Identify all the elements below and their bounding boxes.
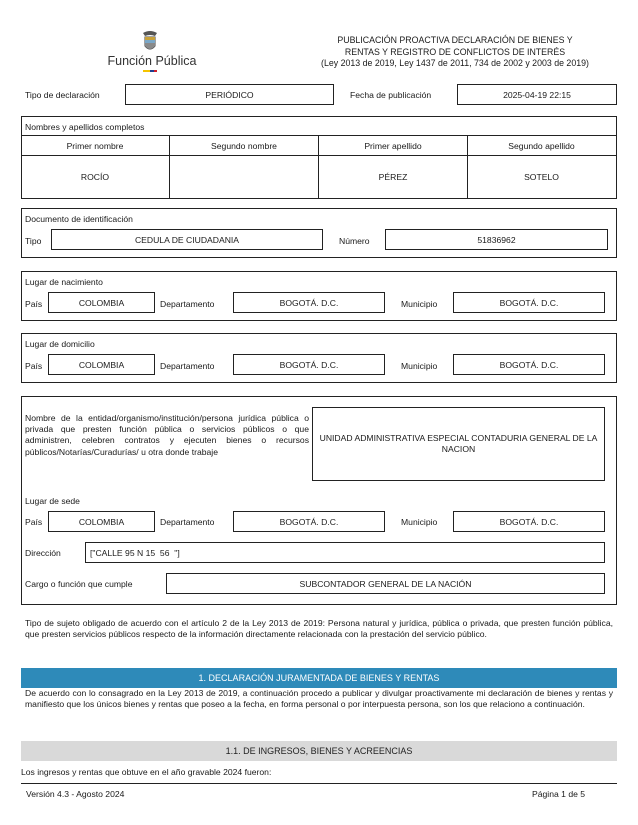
second-name-header: Segundo nombre [170,136,319,155]
residence-country-label: País [25,361,43,371]
section-1-1-header: 1.1. DE INGRESOS, BIENES Y ACREENCIAS [21,741,617,761]
title-line-1: PUBLICACIÓN PROACTIVA DECLARACIÓN DE BIENES Y [337,35,573,45]
residence-municipality-label: Municipio [401,361,438,371]
subject-type-text: Tipo de sujeto obligado de acuerdo con el artículo 2 de la Ley 2013 de 2019: Persona natural y jurídica, pública o privada, que presten función pública, que presten servicios públicos respecto de la información directamente relacionada con la prestación del servicio público. [25,618,613,640]
title-line-2: RENTAS Y REGISTRO DE CONFLICTOS DE INTERÉS [344,46,566,57]
first-name-value: ROCÍO [21,156,170,198]
id-number-label: Número [339,236,370,246]
section-1-header: 1. DECLARACIÓN JURAMENTADA DE BIENES Y RENTAS [21,668,617,688]
declaration-type-value: PERIÓDICO [125,84,334,105]
birth-section-label: Lugar de nacimiento [25,277,103,287]
second-surname-header: Segundo apellido [508,140,575,151]
entity-label: Nombre de la entidad/organismo/institución/persona jurídica pública o privada que presten función pública o servicios públicos o que administren, celebren contratos y ejecuten bienes o recursos públicos/Notarías/Curadurías/ u otra donde trabaje [25,413,309,457]
section-1-text: De acuerdo con lo consagrado en la Ley 2013 de 2019, a continuación procedo a publicar y divulgar proactivamente mi declaración de bienes y rentas y manifiesto que los únicos bienes y rentas que poseo a la fecha, en forma personal o por interpuesta persona, son los que relaciono a continuación. [25,688,613,710]
logo [100,30,200,76]
footer-page-number: Página 1 de 5 [532,789,586,799]
birth-country-value: COLOMBIA [48,292,155,313]
site-department-value: BOGOTÁ. D.C. [233,511,385,532]
title-line-3: (Ley 2013 de 2019, Ley 1437 de 2011, 734 de 2002 y 2003 de 2019) [321,58,589,68]
address-value: ["CALLE 95 N 15 56 "] [85,542,605,563]
identification-section-label: Documento de identificación [25,214,133,224]
id-number-value: 51836962 [385,229,608,250]
declaration-type-label: Tipo de declaración [25,90,100,100]
second-name-value [170,156,319,198]
site-department-label: Departamento [160,517,215,527]
footer-divider [21,783,617,784]
names-section-label: Nombres y apellidos completos [25,122,145,132]
residence-department-label: Departamento [160,361,215,371]
site-municipality-value: BOGOTÁ. D.C. [453,511,605,532]
birth-department-label: Departamento [160,299,215,309]
position-value: SUBCONTADOR GENERAL DE LA NACIÓN [166,573,605,594]
birth-department-value: BOGOTÁ. D.C. [233,292,385,313]
first-surname-value: PÉREZ [319,156,468,198]
site-municipality-label: Municipio [401,517,438,527]
coat-of-arms-icon [140,30,160,54]
names-header-row [21,135,617,156]
flag-stripe [143,70,157,72]
site-country-label: País [25,517,43,527]
publication-date-label: Fecha de publicación [350,90,432,100]
first-surname-header: Primer apellido [319,136,468,155]
document-title [280,35,630,70]
site-country-value: COLOMBIA [48,511,155,532]
residence-country-value: COLOMBIA [48,354,155,375]
section-1-1-text: Los ingresos y rentas que obtuve en el año gravable 2024 fueron: [21,767,272,777]
birth-municipality-value: BOGOTÁ. D.C. [453,292,605,313]
residence-section-label: Lugar de domicilio [25,339,95,349]
id-type-value: CEDULA DE CIUDADANIA [51,229,323,250]
birth-country-label: País [25,299,43,309]
entity-value: UNIDAD ADMINISTRATIVA ESPECIAL CONTADURIA GENERAL DE LA NACION [312,407,605,481]
second-surname-value: SOTELO [524,172,559,182]
birth-municipality-label: Municipio [401,299,438,309]
address-label: Dirección [25,548,61,558]
logo-text: Función Pública [107,54,197,68]
residence-municipality-value: BOGOTÁ. D.C. [453,354,605,375]
site-section-label: Lugar de sede [25,496,80,506]
residence-department-value: BOGOTÁ. D.C. [233,354,385,375]
id-type-label: Tipo [25,236,42,246]
publication-date-value: 2025-04-19 22:15 [457,84,617,105]
names-value-row [21,156,617,198]
position-label: Cargo o función que cumple [25,579,133,589]
footer-version: Versión 4.3 - Agosto 2024 [26,789,125,799]
first-name-header: Primer nombre [21,136,170,155]
